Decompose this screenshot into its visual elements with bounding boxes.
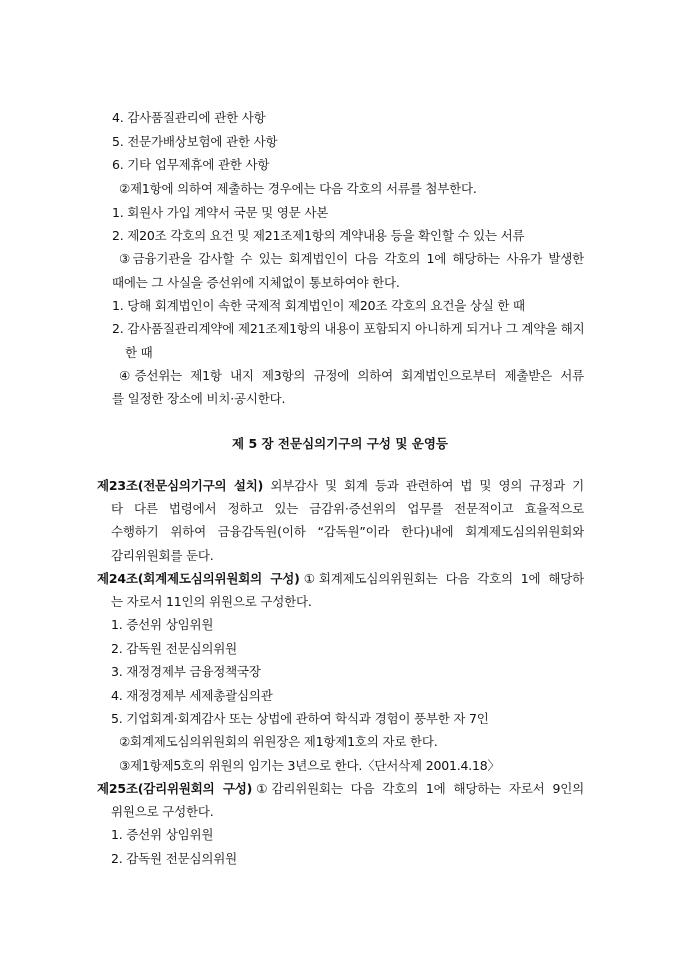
list-item: 1. 회원사 가입 계약서 국문 및 영문 사본 <box>112 205 329 220</box>
article-24-line <box>97 571 584 587</box>
list-item: 3. 재정경제부 금융정책국장 <box>111 664 261 679</box>
list-item: 2. 감독원 전문심의위원 <box>111 641 237 656</box>
paragraph-line: 수행하기 위하여 금융감독원(이하 “감독원”이라 한다)내에 회계제도심의위원회와 <box>111 524 584 539</box>
article-25-text: ①감리위원회는 다음 각호의 1에 해당하는 자로서 9인의 <box>252 781 584 796</box>
article-24-text: ①회계제도심의위원회는 다음 각호의 1에 해당하 <box>299 571 584 586</box>
list-item: 1. 증선위 상임위원 <box>111 617 214 632</box>
list-item: 2. 감독원 전문심의위원 <box>111 851 237 866</box>
article-25-title: 제25조(감리위원회의 구성) <box>97 781 253 796</box>
paragraph-line: ③제1항제5호의 위원의 임기는 3년으로 한다.〈단서삭제 2001.4.18〉 <box>119 758 500 773</box>
list-item: 6. 기타 업무제휴에 관한 사항 <box>112 157 270 172</box>
list-item: 4. 감사품질관리에 관한 사항 <box>112 110 266 125</box>
paragraph-line: 타 다른 법령에서 정하고 있는 금감위·증선위의 업무를 전문적이고 효율적으로 <box>111 501 584 516</box>
paragraph-line: ④증선위는 제1항 내지 제3항의 규정에 의하여 회계법인으로부터 제출받은 서류 <box>119 368 584 383</box>
paragraph-line: 감리위원회를 둔다. <box>111 548 214 563</box>
list-item: 1. 증선위 상임위원 <box>111 827 214 842</box>
article-23-text: 외부감사 및 회계 등과 관련하여 법 및 영의 규정과 기 <box>270 478 584 493</box>
paragraph-line: 때에는 그 사실을 증선위에 지체없이 통보하여야 한다. <box>112 275 400 290</box>
paragraph-line: 를 일정한 장소에 비치·공시한다. <box>112 391 286 406</box>
list-item: 2. 제20조 각호의 요건 및 제21조제1항의 계약내용 등을 확인할 수 있는 서류 <box>112 228 525 243</box>
list-item: 5. 전문가배상보험에 관한 사항 <box>112 134 278 149</box>
article-23-title: 제23조(전문심의기구의 설치) <box>97 478 264 493</box>
list-item: 5. 기업회계·회계감사 또는 상법에 관하여 학식과 경험이 풍부한 자 7인 <box>111 711 489 726</box>
list-item: 4. 재정경제부 세제총괄심의관 <box>111 688 273 703</box>
article-23-line <box>97 478 584 494</box>
list-item: 1. 당해 회계법인이 속한 국제적 회계법인이 제20조 각호의 요건을 상실 한 때 <box>112 298 525 313</box>
paragraph-line: ③금융기관을 감사할 수 있는 회계법인이 다음 각호의 1에 해당하는 사유가 발생한 <box>119 251 584 266</box>
article-24-title: 제24조(회계제도심의위원회의 구성) <box>97 571 300 586</box>
list-item-continuation: 한 때 <box>125 345 153 360</box>
article-25-line <box>97 781 584 797</box>
paragraph-line: ②회계제도심의위원회의 위원장은 제1항제1호의 자로 한다. <box>119 734 438 749</box>
paragraph-line: 위원으로 구성한다. <box>111 804 214 819</box>
list-item: 2. 감사품질관리계약에 제21조제1항의 내용이 포함되지 아니하게 되거나 그 계약을 해지 <box>112 321 585 336</box>
paragraph-line: 는 자로서 11인의 위원으로 구성한다. <box>111 594 312 609</box>
paragraph-line: ②제1항에 의하여 제출하는 경우에는 다음 각호의 서류를 첨부한다. <box>119 181 477 196</box>
chapter-heading: 제 5 장 전문심의기구의 구성 및 운영등 <box>232 436 448 451</box>
